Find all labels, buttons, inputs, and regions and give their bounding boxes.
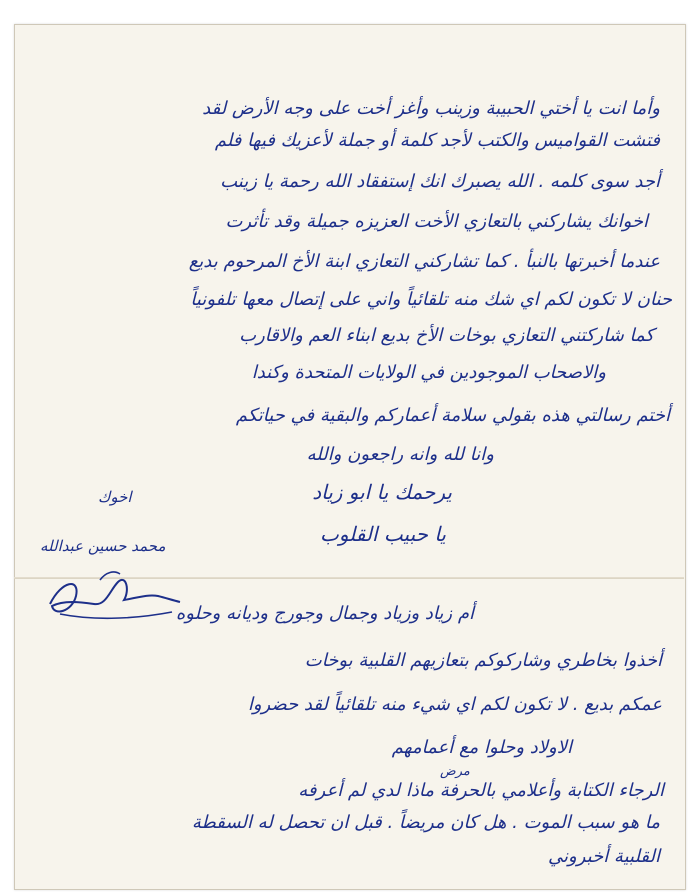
letter-line: ما هو سبب الموت . هل كان مريضاً . قبل ان تحصل له السقطة — [191, 812, 660, 833]
letter-line: أجد سوى كلمه . الله يصبرك انك إستفقاد الله رحمة يا زينب — [220, 171, 660, 192]
letter-line: حنان لا تكون لكم اي شك منه تلقائياً واني على إتصال معها تلفونياً — [190, 289, 672, 310]
letter-line: الاولاد وحلوا مع أعمامهم — [391, 737, 572, 758]
letter-line: اخوانك يشاركني بالتعازي الأخت العزيزه جميلة وقد تأثرت — [225, 211, 648, 232]
margin-insertion: مرض — [440, 764, 470, 779]
letter-line: يرحمك يا ابو زياد — [312, 480, 452, 504]
letter-line: أختم رسالتي هذه بقولي سلامة أعماركم والبقية في حياتكم — [235, 405, 670, 426]
letter-line: يا حبيب القلوب — [320, 522, 446, 546]
letter-line: وأما انت يا أختي الحبيبة وزينب وأغز أخت على وجه الأرض لقد — [202, 98, 660, 119]
letter-line: عمكم بديع . لا تكون لكم اي شيء منه تلقائياً لقد حضروا — [247, 694, 662, 715]
letter-line: القلبية أخبروني — [548, 846, 660, 867]
letter-line: أم زياد وزياد وجمال وجورج وديانه وحلوه — [175, 603, 474, 624]
letter-line: والاصحاب الموجودين في الولايات المتحدة وكندا — [251, 362, 606, 383]
letter-line: عندما أخبرتها بالنبأ . كما تشاركني التعازي ابنة الأخ المرحوم بديع — [188, 251, 660, 272]
letter-line: وانا لله وانه راجعون والله — [306, 444, 494, 465]
letter-line: كما شاركتني التعازي بوخات الأخ بديع ابناء العم والاقارب — [239, 325, 654, 346]
closing-salutation: اخوك — [98, 488, 132, 506]
letter-line: أخذوا بخاطري وشاركوكم بتعازيهم القلبية بوخات — [304, 650, 662, 671]
handwritten-signature — [40, 560, 190, 624]
letter-line: فتشت القواميس والكتب لأجد كلمة أو جملة لأعزيك فيها فلم — [214, 130, 660, 151]
letter-line: الرجاء الكتابة وأعلامي بالحرفة ماذا لدي لم أعرفه — [298, 780, 664, 801]
signer-name: محمد حسين عبدالله — [40, 537, 166, 555]
